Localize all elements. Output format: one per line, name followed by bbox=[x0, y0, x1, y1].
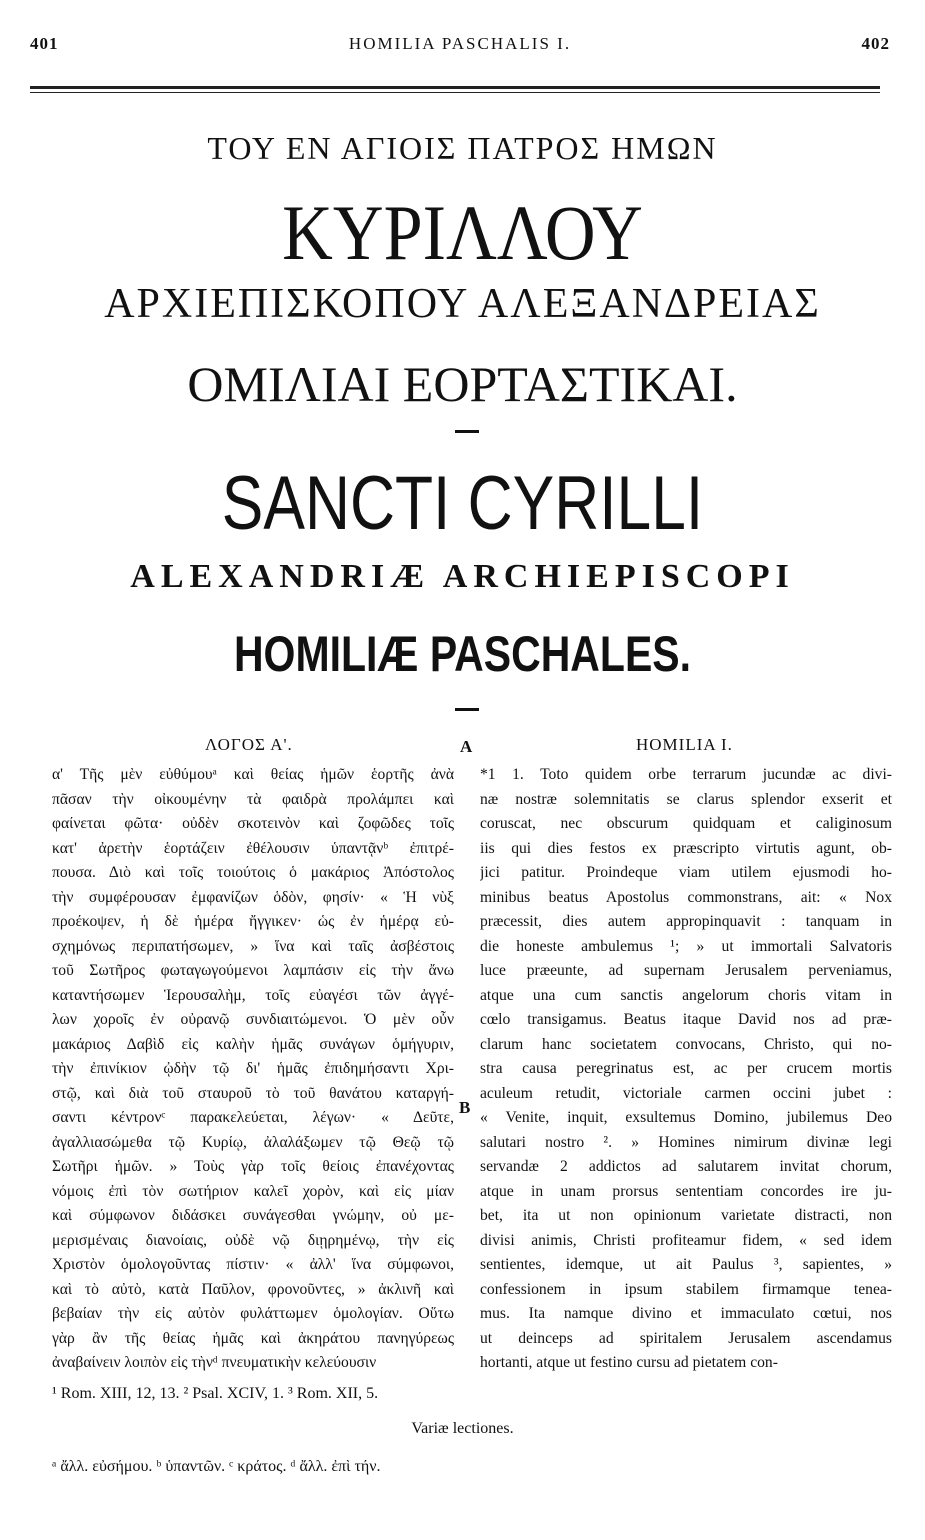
variae-lectiones: ᵃ ἄλλ. εὐσήμου. ᵇ ὑπαντῶν. ᶜ κράτος. ᵈ ἄλλ. ἐπὶ τήν. bbox=[52, 1458, 381, 1475]
greek-text-line: σχημόνως περιπατήσωμεν, » ἵνα καὶ ταῖς ἀσβέστοις bbox=[52, 937, 454, 955]
greek-column-heading: ΛΟΓΟΣ Α'. bbox=[205, 735, 293, 754]
latin-text-line: divisi animis, Christi profiteamur fidem, « sed idem bbox=[480, 1231, 892, 1249]
greek-text-line: νόμοις ἐπὶ τὸν σωτήριον καλεῖ χορὸν, καὶ εἰς μίαν bbox=[52, 1182, 454, 1200]
latin-text-line: jici patitur. Proindeque viam utilem ejusmodi ho- bbox=[480, 864, 892, 881]
greek-text-line: πουσα. Διὸ καὶ τοῖς τοιούτοις ὁ μακάριος Ἀπόστολος bbox=[52, 864, 454, 881]
latin-text-line: cœlo transigamus. Beatus itaque David nos ad præ- bbox=[480, 1011, 892, 1028]
latin-text-line: *1 1. Toto quidem orbe terrarum jucundæ ac divi- bbox=[480, 766, 892, 783]
latin-text-column bbox=[480, 763, 892, 1376]
greek-text-line: τὴν συμφέρουσαν ἐμφανίζων ὁδὸν, φησίν· « Ἡ νὺξ bbox=[52, 888, 454, 906]
running-head bbox=[30, 28, 890, 58]
latin-title-line2: ALEXANDRIÆ ARCHIEPISCOPI bbox=[130, 558, 795, 595]
header-rule-thin bbox=[30, 92, 880, 93]
greek-text-column bbox=[52, 763, 454, 1376]
margin-marker-b: B bbox=[459, 1098, 471, 1117]
latin-author-name: SANCTI CYRILLI bbox=[221, 461, 704, 546]
latin-text-line: atque una cum sanctis angelorum choris vitam in bbox=[480, 986, 892, 1004]
latin-text-line: atque in unam prorsus sententiam concordes ire ju- bbox=[480, 1182, 892, 1200]
latin-text-line: ut deinceps ad spiritalem Jerusalem ascendamus bbox=[480, 1329, 892, 1347]
greek-text-line: καταντήσωμεν Ἱερουσαλὴμ, τοῖς εὐαγέσι τῶν ἀγγέ- bbox=[52, 986, 454, 1004]
latin-column-heading: HOMILIA I. bbox=[636, 735, 733, 754]
greek-text-line: ἀναβαίνειν λοιπὸν εἰς τὴνᵈ πνευματικὴν κελεύουσιν bbox=[52, 1354, 377, 1371]
greek-title-line1: ΤΟΥ ΕΝ ΑΓΙΟΙΣ ΠΑΤΡΟΣ ΗΜΩΝ bbox=[207, 130, 718, 166]
running-title: HOMILIA PASCHALIS I. bbox=[348, 34, 572, 53]
greek-title-line3: ΑΡΧΙΕΠΙΣΚΟΠΟΥ ΑΛΕΞΑΝΔΡΕΙΑΣ bbox=[104, 281, 821, 327]
latin-text-line: « Venite, inquit, exsultemus Domino, jubilemus Deo bbox=[480, 1109, 892, 1126]
greek-text-line: σαντι κέντρονᶜ παρακελεύεται, λέγων· « Δεῦτε, bbox=[52, 1109, 454, 1126]
greek-text-line: τὴν ἐπινίκιον ᾠδὴν τῷ δι' ἡμᾶς ἐπιδημήσαντι Χρι- bbox=[52, 1060, 454, 1077]
latin-title-line3: HOMILIÆ PASCHALES. bbox=[233, 626, 692, 682]
greek-text-line: στῷ, καὶ διὰ τοῦ σταυροῦ τὸ τοῦ θανάτου καταργή- bbox=[52, 1084, 454, 1102]
greek-text-line: Σωτῆρι ἡμῶν. » Τοὺς γὰρ τοῖς θείοις ἐπανέχοντας bbox=[52, 1158, 454, 1175]
title-separator-dash bbox=[455, 430, 479, 433]
latin-text-line: clarum hanc societatem convocans, Christo, qui no- bbox=[480, 1035, 892, 1053]
latin-text-line: præcessit, dies autem appropinquavit : tanquam in bbox=[480, 913, 892, 930]
greek-text-line: μερισμέναις διανοίαις, οὐδὲ νῷ διῃρημένῳ, τὴν εἰς bbox=[52, 1231, 454, 1249]
greek-text-line: ἀγαλλιασώμεθα τῷ Κυρίῳ, ἀλαλάξωμεν τῷ Θεῷ τῷ bbox=[52, 1133, 454, 1151]
latin-text-line: hortanti, atque ut festino cursu ad pietatem con- bbox=[480, 1354, 778, 1371]
greek-text-line: μακάριος Δαβὶδ εἰς καλὴν ἡμᾶς συνάγων ὁμήγυριν, bbox=[52, 1035, 454, 1053]
latin-text-line: die honeste ambulemus ¹; » ut immortali Salvatoris bbox=[480, 937, 892, 955]
latin-text-line: sentientes, idemque, ut ait Paulus ³, sapientes, » bbox=[480, 1256, 892, 1273]
greek-text-line: καὶ τὸ αὐτὸ, κατὰ Παῦλον, φρονοῦντες, » ἀκλινῆ καὶ bbox=[52, 1280, 454, 1298]
page-number-left: 401 bbox=[30, 34, 59, 53]
latin-text-line: mus. Ita namque divino et immaculato cœtui, nos bbox=[480, 1305, 892, 1322]
greek-author-name: ΚΥΡΙΛΛΟΥ bbox=[282, 189, 643, 276]
header-rule-thick bbox=[30, 86, 880, 89]
greek-text-line: γὰρ ἂν τῆς θείας ἡμᾶς καὶ ἀκηράτου πανηγύρεως bbox=[52, 1329, 454, 1347]
section-separator-dash bbox=[455, 708, 479, 711]
greek-text-line: Χριστὸν ὁμολογοῦντας πίστιν· « ἀλλ' ἵνα σύμφωνοι, bbox=[52, 1256, 454, 1273]
greek-text-line: καὶ σύμφωνον διδάσκει συνάγεσθαι γνώμην, οὐ με- bbox=[52, 1207, 454, 1224]
latin-text-line: confessionem in ipsum stabilem firmamque tenea- bbox=[480, 1280, 892, 1298]
variae-lectiones-heading: Variæ lectiones. bbox=[411, 1420, 514, 1437]
greek-text-line: φαίνεται φῶτα· οὐδὲν σκοτεινὸν καὶ ζοφῶδες τοῖς bbox=[52, 815, 454, 832]
greek-title-line4: ΟΜΙΛΙΑΙ ΕΟΡΤΑΣΤΙΚΑΙ. bbox=[187, 356, 738, 412]
greek-text-line: τοῦ Σωτῆρος φωταγωγούμενοι λαμπάσιν εἰς τὴν ἄνω bbox=[52, 962, 454, 979]
latin-text-line: minibus beatus Apostolus commonstrans, ait: « Nox bbox=[480, 888, 892, 906]
greek-text-line: λων χοροῖς ἐν οὐρανῷ συνδιαιτώμενοι. Ὁ μὲν οὖν bbox=[52, 1011, 454, 1028]
greek-text-line: προέκοψεν, ἡ δὲ ἡμέρα ἤγγικεν· ὡς ἐν ἡμέρᾳ εὐ- bbox=[52, 913, 454, 930]
latin-text-line: næ nostræ solemnitatis se clarus splendor exserit et bbox=[480, 790, 892, 808]
latin-text-line: salutari nostro ². » Homines nimirum divinæ legi bbox=[480, 1133, 892, 1151]
latin-text-line: iis qui dies festos ex præscripto virtutis agunt, ob- bbox=[480, 839, 892, 857]
greek-text-line: κατ' ἀρετὴν ἑορτάζειν ἐθέλουσιν ὑπαντᾷνᵇ ἐπιτρέ- bbox=[52, 839, 454, 857]
greek-text-line: α' Τῆς μὲν εὐθύμουᵃ καὶ θείας ἡμῶν ἑορτῆς ἀνὰ bbox=[52, 766, 454, 783]
margin-marker-a: A bbox=[460, 737, 473, 756]
latin-text-line: stra causa peregrinatus est, ac per crucem mortis bbox=[480, 1060, 892, 1077]
latin-text-line: aculeum retudit, victoriale carmen occini jubet : bbox=[480, 1084, 892, 1102]
scripture-footnotes: ¹ Rom. XIII, 12, 13. ² Psal. XCIV, 1. ³ Rom. XII, 5. bbox=[52, 1385, 379, 1402]
latin-text-line: luce præeunte, ad supernam Jerusalem perveniamus, bbox=[480, 962, 892, 979]
latin-text-line: coruscat, nec obscurum quidquam et caliginosum bbox=[480, 815, 892, 832]
latin-text-line: servandæ 2 addictos ad salutarem invitat chorum, bbox=[480, 1158, 892, 1175]
page-number-right: 402 bbox=[861, 34, 890, 53]
greek-text-line: πᾶσαν τὴν οἰκουμένην τὰ φαιδρὰ προλάμπει καὶ bbox=[52, 790, 454, 808]
latin-text-line: bet, ita ut non opinionum varietate distracti, non bbox=[480, 1207, 892, 1224]
greek-text-line: βεβαίαν τὴν εἰς αὐτὸν φυλάττωμεν ὁμολογίαν. Οὕτω bbox=[52, 1305, 454, 1322]
